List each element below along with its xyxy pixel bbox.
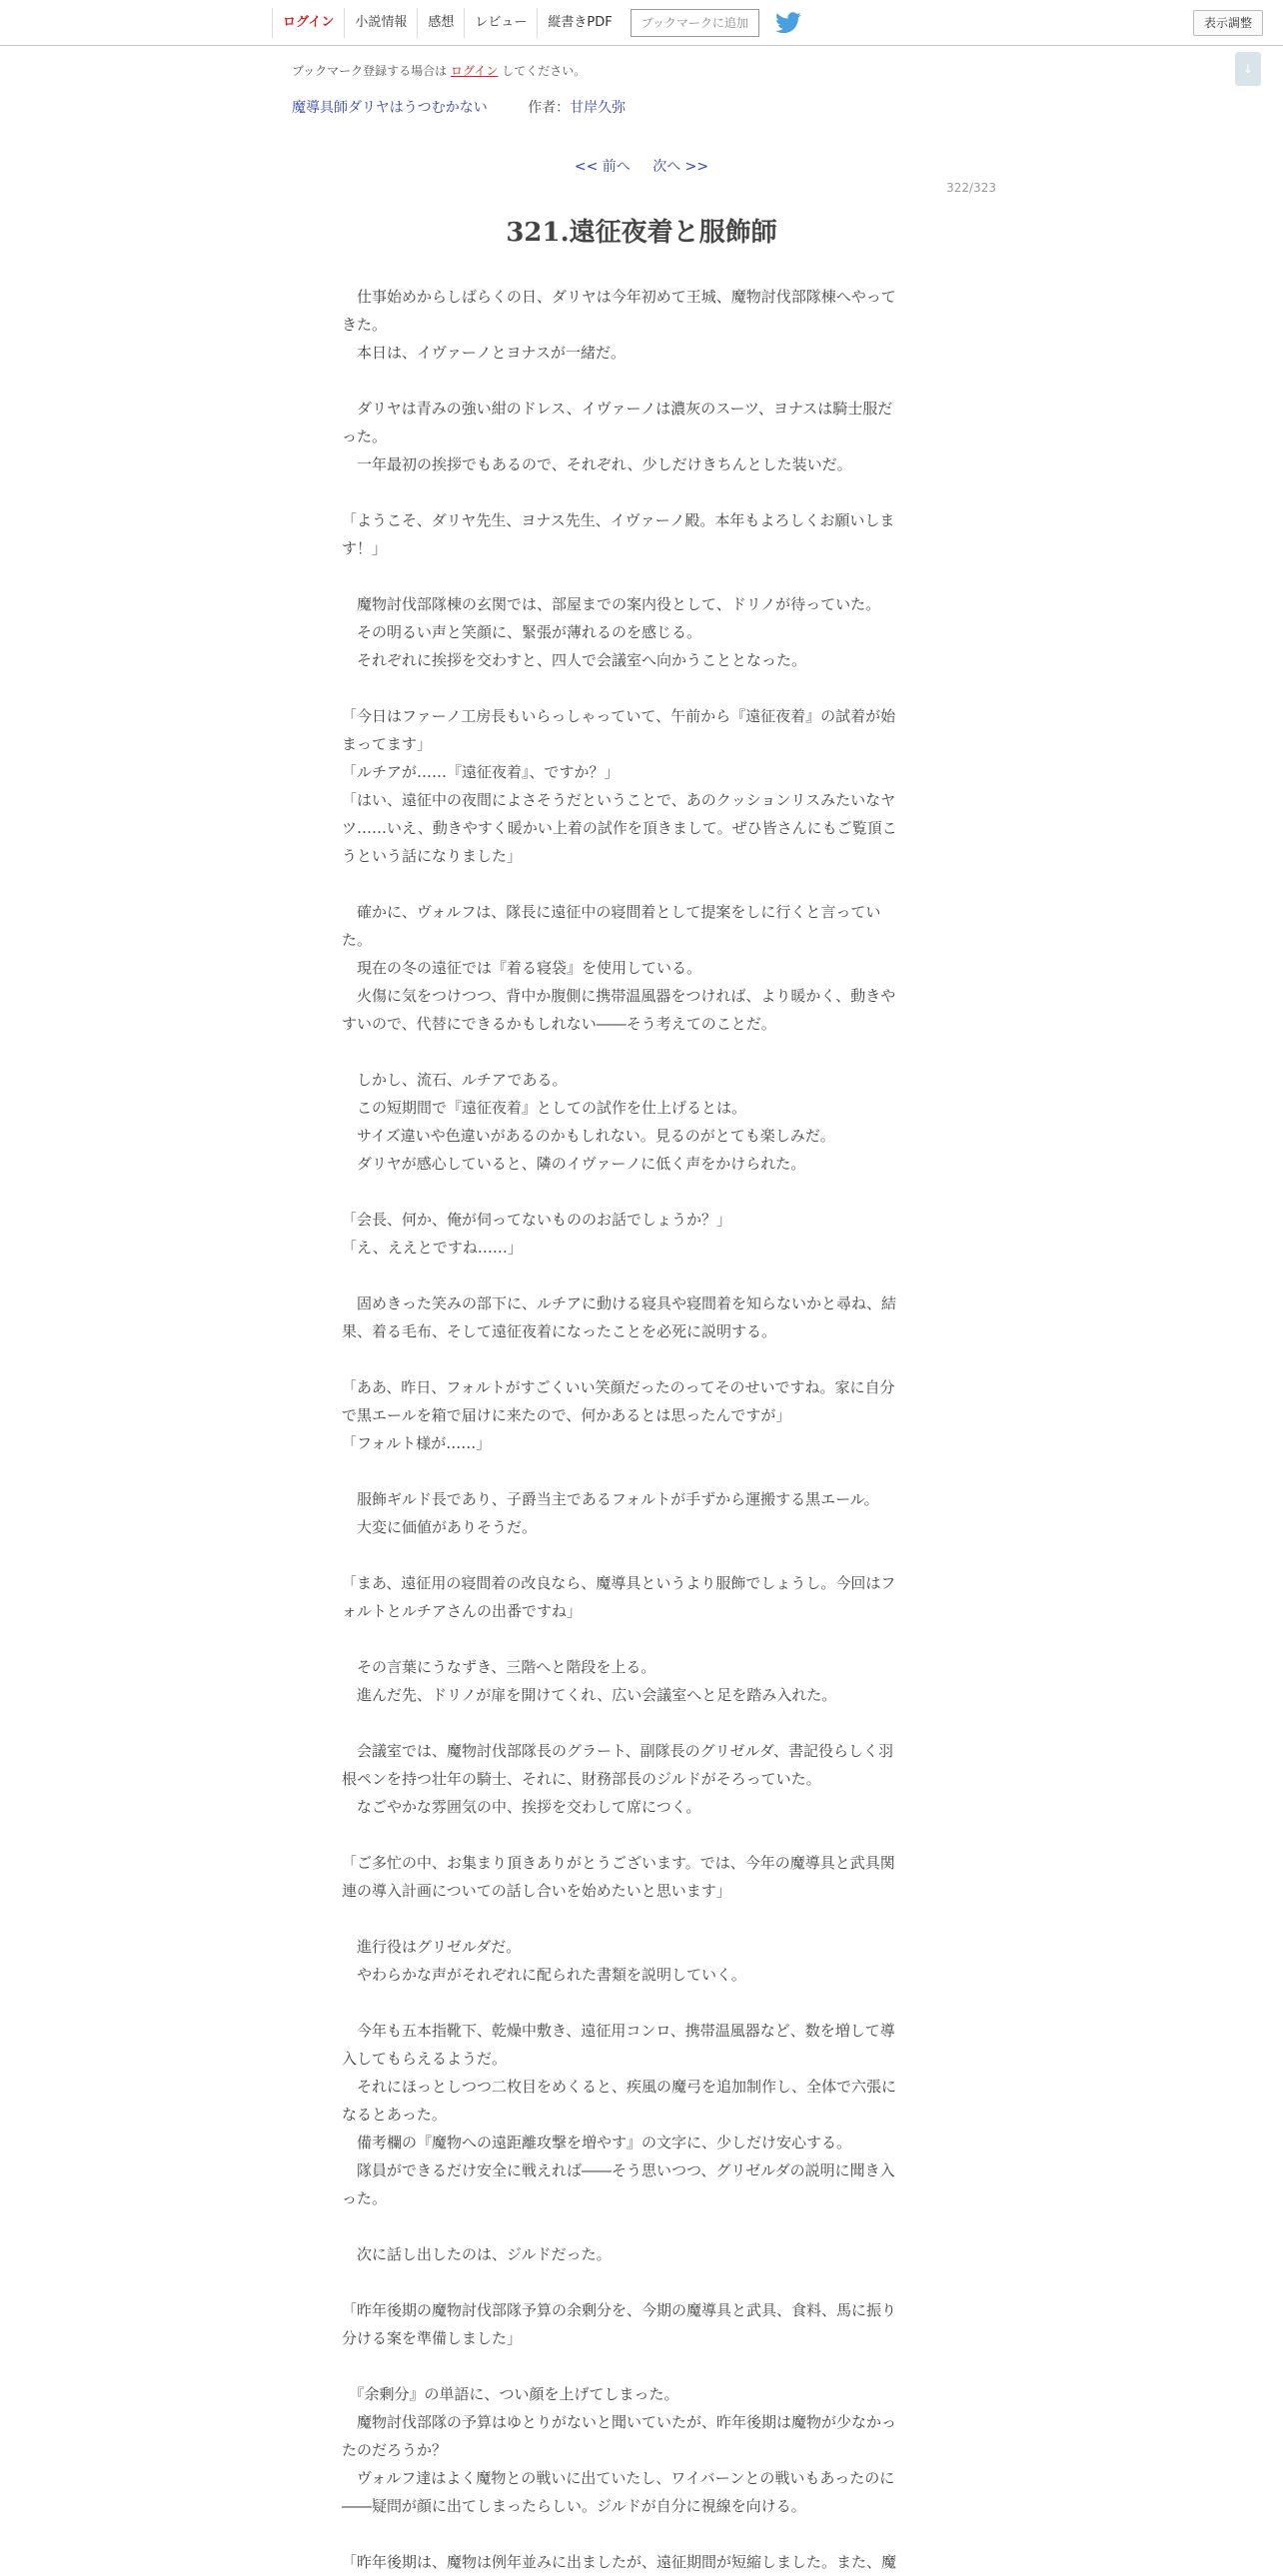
blank-line	[342, 367, 935, 395]
blank-line	[342, 2268, 935, 2296]
body-line: 隊員ができるだけ安全に戦えれば――そう思いつつ、グリゼルダの説明に聞き入	[342, 2161, 895, 2179]
body-line: 進行役はグリゼルダだ。	[342, 1938, 522, 1956]
notice-prefix: ブックマーク登録する場合は	[292, 64, 448, 78]
body-line: た。	[342, 931, 373, 949]
blank-line	[342, 2520, 935, 2548]
body-line: 「昨年後期は、魔物は例年並みに出ましたが、遠征期間が短縮しました。また、魔	[342, 2553, 897, 2571]
blank-line	[342, 1262, 935, 1289]
main-nav	[272, 8, 801, 38]
body-line: 今年も五本指靴下、乾燥中敷き、遠征用コンロ、携帯温風器など、数を増して導	[342, 2022, 895, 2040]
body-line: 連の導入計画についての話し合いを始めたいと思います」	[342, 1882, 731, 1900]
body-line: 「ようこそ、ダリヤ先生、ヨナス先生、イヴァーノ殿。本年もよろしくお願いしま	[342, 511, 895, 529]
nav-novel-info-link[interactable]: 小説情報	[344, 8, 417, 38]
blank-line	[342, 478, 935, 506]
body-line: す！」	[342, 539, 388, 557]
body-line: ツ……いえ、動きやすく暖かい上着の試作を頂きまして。ぜひ皆さんにもご覧頂こ	[342, 819, 897, 837]
nav-login-link[interactable]: ログイン	[272, 8, 344, 38]
body-line: ダリヤは青みの強い紺のドレス、イヴァーノは濃灰のスーツ、ヨナスは騎士服だ	[342, 400, 893, 418]
blank-line	[342, 1821, 935, 1849]
nav-vertical-pdf-link[interactable]: 縦書きPDF	[537, 8, 622, 38]
body-line: この短期間で『遠征夜着』としての試作を仕上げるとは。	[342, 1099, 747, 1117]
body-line: ヴォルフ達はよく魔物との戦いに出ていたし、ワイバーンとの戦いもあったのに	[342, 2469, 895, 2487]
body-line: で黒エールを箱で届けに来たので、何かあるとは思ったんですが」	[342, 1406, 791, 1424]
body-line: 仕事始めからしばらくの日、ダリヤは今年初めて王城、魔物討伐部隊棟へやって	[342, 288, 896, 306]
body-line: サイズ違いや色違いがあるのかもしれない。見るのがとても楽しみだ。	[342, 1127, 835, 1145]
series-info	[292, 97, 626, 117]
blank-line	[342, 1625, 935, 1653]
blank-line	[342, 2212, 935, 2240]
body-line: ォルトとルチアさんの出番ですね」	[342, 1602, 583, 1620]
blank-line	[342, 870, 935, 898]
body-line: 「昨年後期の魔物討伐部隊予算の余剰分を、今期の魔導具と武具、食料、馬に振り	[342, 2301, 897, 2319]
body-line: まってます」	[342, 735, 433, 753]
display-settings-button[interactable]: 表示調整	[1193, 10, 1263, 36]
body-line: うという話になりました」	[342, 847, 523, 865]
body-line: 「まあ、遠征用の寝間着の改良なら、魔導具というより服飾でしょうし。今回はフ	[342, 1574, 896, 1592]
body-line: 「はい、遠征中の夜間によさそうだということで、あのクッションリスみたいなヤ	[342, 791, 896, 809]
body-line: 火傷に気をつけつつ、背中か腹側に携帯温風器をつければ、より暖かく、動きや	[342, 987, 896, 1005]
blank-line	[342, 2352, 935, 2380]
notice-login-link[interactable]: ログイン	[451, 64, 499, 78]
blank-line	[342, 1038, 935, 1066]
body-line: 「ルチアが……『遠征夜着』、ですか？」	[342, 763, 620, 781]
series-title-link[interactable]: 魔導具師ダリヤはうつむかない	[292, 100, 488, 116]
add-bookmark-button[interactable]: ブックマークに追加	[631, 9, 759, 37]
chapter-pager	[0, 156, 1283, 176]
blank-line	[342, 1457, 935, 1485]
blank-line	[342, 1541, 935, 1569]
blank-line	[342, 1709, 935, 1737]
body-line: った。	[342, 2189, 388, 2207]
body-line: 一年最初の挨拶でもあるので、それぞれ、少しだけきちんとした装いだ。	[342, 455, 852, 473]
body-line: 備考欄の『魔物への遠距離攻撃を増やす』の文字に、少しだけ安心する。	[342, 2134, 852, 2151]
body-line: なごやかな雰囲気の中、挨拶を交わして席につく。	[342, 1798, 701, 1816]
body-line: 入してもらえるようだ。	[342, 2050, 508, 2068]
body-line: 本日は、イヴァーノとヨナスが一緒だ。	[342, 344, 626, 362]
body-line: 服飾ギルド長であり、子爵当主であるフォルトが手ずから運搬する黒エール。	[342, 1490, 879, 1508]
body-line: たのだろうか？	[342, 2441, 448, 2459]
blank-line	[342, 562, 935, 590]
body-line: その言葉にうなずき、三階へと階段を上る。	[342, 1658, 656, 1676]
scroll-down-button[interactable]: ↓	[1235, 52, 1261, 86]
body-line: 進んだ先、ドリノが扉を開けてくれ、広い会議室へと足を踏み入れた。	[342, 1686, 837, 1704]
author-link[interactable]: 甘岸久弥	[570, 100, 627, 116]
body-line: 「ああ、昨日、フォルトがすごくいい笑顔だったのってそのせいですね。家に自分	[342, 1378, 895, 1396]
blank-line	[342, 1345, 935, 1373]
body-line: 『余剰分』の単語に、つい顔を上げてしまった。	[342, 2385, 679, 2403]
body-line: ダリヤが感心していると、隣のイヴァーノに低く声をかけられた。	[342, 1155, 806, 1173]
prev-chapter-link[interactable]: << 前へ	[574, 159, 631, 175]
body-line: 魔物討伐部隊の予算はゆとりがないと聞いていたが、昨年後期は魔物が少なかっ	[342, 2413, 897, 2431]
body-line: その明るい声と笑顔に、緊張が薄れるのを感じる。	[342, 623, 702, 641]
body-line: それぞれに挨拶を交わすと、四人で会議室へ向かうこととなった。	[342, 651, 807, 669]
body-line: 根ペンを持つ壮年の騎士、それに、財務部長のジルドがそろっていた。	[342, 1770, 821, 1788]
blank-line	[342, 1989, 935, 2017]
body-line: った。	[342, 428, 388, 445]
body-line: やわらかな声がそれぞれに配られた書類を説明していく。	[342, 1966, 746, 1984]
top-nav-bar	[0, 0, 1283, 46]
body-line: 次に話し出したのは、ジルドだった。	[342, 2245, 612, 2263]
body-line: 大変に価値がありそうだ。	[342, 1518, 538, 1536]
next-chapter-link[interactable]: 次へ >>	[652, 159, 709, 175]
body-line: 固めきった笑みの部下に、ルチアに動ける寝具や寝間着を知らないかと尋ね、結	[342, 1294, 897, 1312]
nav-review-link[interactable]: レビュー	[464, 8, 537, 38]
body-line: 魔物討伐部隊棟の玄関では、部屋までの案内役として、ドリノが待っていた。	[342, 595, 881, 613]
blank-line	[342, 1905, 935, 1933]
chapter-counter: 322/323	[946, 181, 996, 195]
body-line: 「ご多忙の中、お集まり頂きありがとうございます。では、今年の魔導具と武具関	[342, 1854, 895, 1872]
nav-impressions-link[interactable]: 感想	[417, 8, 464, 38]
author-label: 作者：	[528, 100, 571, 116]
body-line: きた。	[342, 316, 388, 334]
body-line: 「フォルト様が……」	[342, 1434, 492, 1452]
body-line: すいので、代替にできるかもしれない――そう考えてのことだ。	[342, 1015, 776, 1033]
body-line: 果、着る毛布、そして遠征夜着になったことを必死に説明する。	[342, 1322, 777, 1340]
blank-line	[342, 1178, 935, 1206]
blank-line	[342, 674, 935, 702]
body-line: それにほっとしつつ二枚目をめくると、疾風の魔弓を追加制作し、全体で六張に	[342, 2078, 897, 2096]
bookmark-login-notice	[292, 62, 586, 79]
body-line: ――疑問が顔に出てしまったらしい。ジルドが自分に視線を向ける。	[342, 2497, 806, 2515]
body-line: しかし、流石、ルチアである。	[342, 1071, 568, 1089]
body-line: なるとあった。	[342, 2106, 447, 2124]
notice-suffix: してください。	[502, 64, 587, 78]
body-line: 現在の冬の遠征では『着る寝袋』を使用している。	[342, 959, 702, 977]
twitter-bird-icon[interactable]	[775, 12, 801, 34]
chapter-title: 321.遠征夜着と服飾師	[506, 218, 777, 248]
chapter-body	[342, 283, 935, 2576]
body-line: 「え、ええとですね……」	[342, 1239, 523, 1257]
body-line: 「会長、何か、俺が伺ってないもののお話でしょうか？」	[342, 1211, 732, 1229]
body-line: 「今日はファーノ工房長もいらっしゃっていて、午前から『遠征夜着』の試着が始	[342, 707, 896, 725]
body-line: 会議室では、魔物討伐部隊長のグラート、副隊長のグリゼルダ、書記役らしく羽	[342, 1742, 894, 1760]
body-line: 分ける案を準備しました」	[342, 2329, 523, 2347]
body-line: 確かに、ヴォルフは、隊長に遠征中の寝間着として提案をしに行くと言ってい	[342, 903, 881, 921]
